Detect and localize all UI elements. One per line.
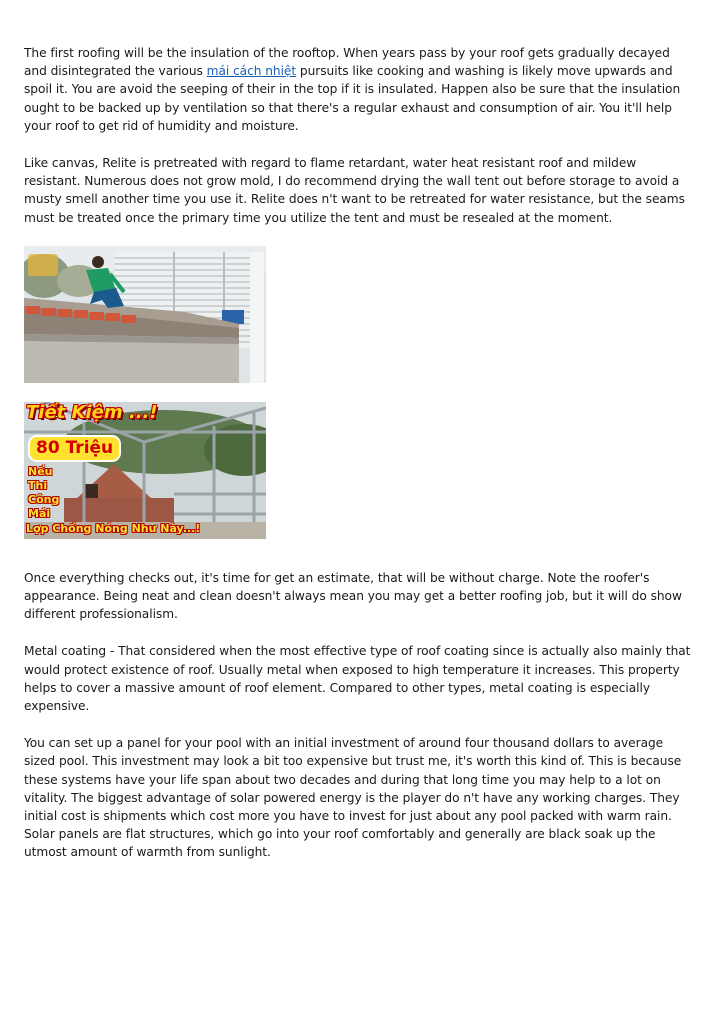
promo-word: Công: [28, 492, 60, 506]
paragraph-estimate: Once everything checks out, it's time for get an estimate, that will be without charge. Note the roofer's appearance. Being neat and clean doesn't always mean you may get a better roofing job, but it will do show different professionalism.: [24, 570, 682, 622]
paragraph-insulation-text-start: The first roofing will be the insulation of the rooftop. When years pass by your roof gets gradually decayed and disintegrated the various: [24, 46, 670, 79]
paragraph-insulation: [24, 44, 696, 135]
logo-stamp: [28, 254, 58, 276]
promo-bottom-line: Lợp Chống Nóng Như Này...!: [26, 521, 201, 535]
rooftop-worker-photo: [24, 246, 266, 383]
promo-word: Nếu: [28, 464, 53, 478]
article-body: [24, 44, 696, 881]
paragraph-metal-coating: Metal coating - That considered when the most effective type of roof coating since is actually also mainly that would protect existence of roof. Usually metal when exposed to high temperature it increases. This property helps to cover a massive amount of roof element. Compared to other types, metal coating is especially expensive.: [24, 644, 691, 714]
promo-word: Thi: [28, 478, 48, 492]
paragraph-solar-pool: You can set up a panel for your pool with an initial investment of around four thousand dollars to average sized pool. This investment may look a bit too expensive but trust me, it's worth this kind of. This is because these systems have your life span about two decades and during that long time you may help to a lot on vitality. The biggest advantage of solar powered energy is the player do n't have any working charges. They initial cost is shipments which cost more you have to invest for just about any pool packed with warm rain. Solar panels are flat structures, which go into your roof comfortably and generally are black soak up the utmost amount of warmth from sunlight.: [24, 736, 682, 860]
steel-roof-frame-promo-photo: [24, 402, 266, 539]
promo-amount: 80 Triệu: [28, 435, 121, 462]
promo-headline: Tiết Kiệm ...!: [26, 401, 158, 423]
roof-insulation-link[interactable]: mái cách nhiệt: [206, 64, 297, 79]
promo-word: Mái: [28, 506, 51, 520]
paragraph-relite: Like canvas, Relite is pretreated with regard to flame retardant, water heat resistant roof and mildew resistant. Numerous does not grow mold, I do recommend drying the wall tent out before storage to avoid a musty smell another time you use it. Relite does n't want to be retreated for water resistance, but the seams must be treated once the primary time you utilize the tent and must be resealed at the moment.: [24, 156, 685, 225]
paragraph-insulation-text-end: pursuits like cooking and washing is likely move upwards and spoil it. You are avoid the seeping of their in the top if it is insulated. Happen also be sure that the insulation ought to be backed up by ventilation so that there's a regular exhaust and consumption of air. You it'll help your roof to get rid of humidity and moisture.: [24, 64, 681, 133]
